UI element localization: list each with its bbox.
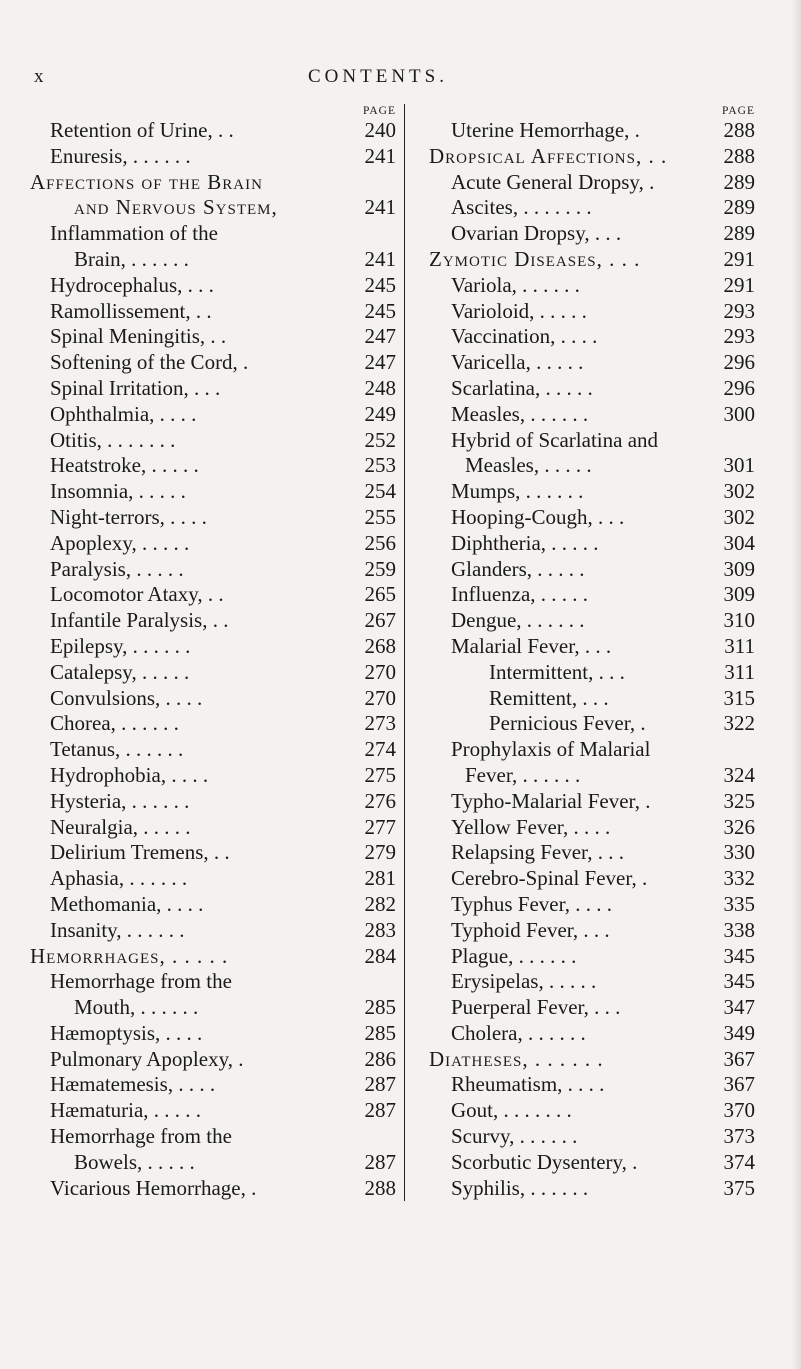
- toc-entry: [30, 350, 402, 376]
- toc-entry-label: Typho-Malarial Fever, .: [451, 788, 651, 813]
- toc-entry: [405, 299, 761, 325]
- toc-entry-page: 256: [364, 530, 396, 555]
- toc-entry-label: Retention of Urine, . .: [50, 118, 234, 142]
- toc-entry-label: Fever, . . . . . .: [465, 762, 581, 787]
- page-column-label: PAGE: [722, 105, 755, 117]
- toc-entry-page: 285: [364, 1020, 396, 1045]
- toc-entry-page: 367: [723, 1072, 755, 1097]
- toc-entry: [405, 428, 761, 454]
- toc-entry-page: 240: [364, 118, 396, 142]
- toc-entry: [405, 660, 761, 686]
- toc-entry-label: Bowels, . . . . .: [74, 1149, 195, 1174]
- toc-entry-label: Ovarian Dropsy, . . .: [451, 221, 622, 246]
- toc-entry-label: Typhoid Fever, . . .: [451, 917, 610, 942]
- toc-entry-label: Hæmaturia, . . . . .: [50, 1098, 202, 1123]
- toc-entry-label: Varicella, . . . . .: [451, 350, 584, 375]
- toc-entry: [405, 557, 761, 583]
- toc-entry-label: Yellow Fever, . . . .: [451, 814, 611, 839]
- toc-entry-label: Inflammation of the: [50, 221, 218, 246]
- toc-entry-page: 291: [723, 272, 755, 297]
- toc-entry-label: Prophylaxis of Malarial: [451, 737, 651, 762]
- toc-entry: [30, 1124, 402, 1150]
- toc-entry-page: 273: [364, 711, 396, 736]
- toc-entry-page: 252: [364, 427, 396, 452]
- toc-entry-page: 335: [723, 891, 755, 916]
- toc-entry-page: 241: [364, 143, 396, 168]
- toc-entry-label: Diphtheria, . . . . .: [451, 530, 599, 555]
- toc-entry-page: 332: [723, 866, 755, 891]
- toc-entry-label: Hybrid of Scarlatina and: [451, 427, 659, 452]
- toc-entry-label: Affections of the Brain: [30, 169, 263, 194]
- toc-entry: [405, 479, 761, 505]
- toc-entry: [30, 1072, 402, 1098]
- toc-entry-page: 293: [723, 324, 755, 349]
- toc-entry-label: Hydrocephalus, . . .: [50, 272, 214, 297]
- toc-entry: [30, 479, 402, 505]
- toc-entry-page: 268: [364, 633, 396, 658]
- toc-entry-page: 289: [723, 169, 755, 194]
- toc-entry-list: [30, 118, 402, 1201]
- toc-entry-page: 291: [723, 246, 755, 271]
- toc-entry-label: and Nervous System,: [74, 195, 278, 220]
- toc-entry: [30, 1176, 402, 1202]
- toc-entry: [405, 247, 761, 273]
- toc-entry-label: Hysteria, . . . . . .: [50, 788, 190, 813]
- toc-entry-label: Ramollissement, . .: [50, 298, 212, 323]
- toc-entry-page: 345: [723, 943, 755, 968]
- toc-entry: [30, 221, 402, 247]
- toc-entry-label: Vaccination, . . . .: [451, 324, 598, 349]
- toc-entry-page: 311: [724, 659, 755, 684]
- toc-entry-page: 241: [364, 246, 396, 271]
- toc-entry-page: 281: [364, 866, 396, 891]
- toc-entry: [405, 608, 761, 634]
- toc-entry-page: 245: [364, 272, 396, 297]
- toc-entry-label: Insomnia, . . . . .: [50, 479, 186, 504]
- toc-entry: [30, 969, 402, 995]
- toc-left-column: [30, 104, 402, 1201]
- toc-entry: [405, 892, 761, 918]
- toc-entry-label: Hydrophobia, . . . .: [50, 762, 209, 787]
- toc-entry-page: 324: [723, 762, 755, 787]
- toc-entry-page: 286: [364, 1046, 396, 1071]
- toc-entry-label: Softening of the Cord, .: [50, 350, 249, 375]
- toc-entry: [405, 582, 761, 608]
- toc-entry-label: Hemorrhage from the: [50, 1124, 232, 1149]
- toc-entry-page: 241: [364, 195, 396, 220]
- toc-entry-label: Erysipelas, . . . . .: [451, 969, 597, 994]
- page-title: CONTENTS.: [308, 66, 448, 87]
- toc-entry: [30, 531, 402, 557]
- toc-entry-label: Locomotor Ataxy, . .: [50, 582, 224, 607]
- toc-entry-page: 277: [364, 814, 396, 839]
- page-number: x: [34, 66, 48, 87]
- toc-entry-label: Chorea, . . . . . .: [50, 711, 179, 736]
- toc-entry-page: 288: [364, 1175, 396, 1200]
- toc-entry: [405, 995, 761, 1021]
- toc-entry-page: 276: [364, 788, 396, 813]
- toc-entry: [30, 840, 402, 866]
- toc-entry: [30, 815, 402, 841]
- toc-entry: [405, 969, 761, 995]
- toc-entry-page: 285: [364, 995, 396, 1020]
- toc-entry-page: 275: [364, 762, 396, 787]
- toc-entry: [405, 866, 761, 892]
- toc-entry-label: Malarial Fever, . . .: [451, 633, 612, 658]
- toc-entry-page: 326: [723, 814, 755, 839]
- toc-entry: [405, 1150, 761, 1176]
- toc-entry-page: 296: [723, 375, 755, 400]
- toc-entry: [30, 608, 402, 634]
- toc-entry: [30, 324, 402, 350]
- toc-entry-label: Uterine Hemorrhage, .: [451, 118, 640, 142]
- toc-entry-label: Convulsions, . . . .: [50, 685, 203, 710]
- toc-entry: [30, 505, 402, 531]
- toc-entry-label: Pernicious Fever, .: [489, 711, 646, 736]
- toc-entry: [405, 144, 761, 170]
- toc-entry-page: 338: [723, 917, 755, 942]
- toc-entry: [30, 789, 402, 815]
- toc-entry: [30, 1021, 402, 1047]
- toc-entry-page: 349: [723, 1020, 755, 1045]
- toc-entry-page: 296: [723, 350, 755, 375]
- toc-entry-page: 322: [723, 711, 755, 736]
- toc-entry: [30, 918, 402, 944]
- toc-entry: [405, 273, 761, 299]
- toc-entry: [405, 195, 761, 221]
- toc-entry-page: 347: [723, 995, 755, 1020]
- toc-entry-page: 309: [723, 556, 755, 581]
- toc-entry-page: 310: [723, 608, 755, 633]
- toc-entry: [405, 402, 761, 428]
- toc-entry: [405, 686, 761, 712]
- toc-entry-label: Brain, . . . . . .: [74, 246, 189, 271]
- toc-entry-label: Cholera, . . . . . .: [451, 1020, 586, 1045]
- toc-entry-label: Spinal Irritation, . . .: [50, 375, 221, 400]
- toc-entry-label: Remittent, . . .: [489, 685, 609, 710]
- toc-entry-label: Otitis, . . . . . . .: [50, 427, 176, 452]
- toc-entry-label: Zymotic Diseases, . . .: [429, 246, 641, 271]
- toc-right-column: [404, 104, 761, 1201]
- toc-entry: [30, 711, 402, 737]
- toc-entry: [30, 763, 402, 789]
- toc-entry-label: Scurvy, . . . . . .: [451, 1124, 578, 1149]
- toc-entry-label: Mouth, . . . . . .: [74, 995, 199, 1020]
- toc-entry-page: 370: [723, 1098, 755, 1123]
- toc-entry: [405, 815, 761, 841]
- toc-entry: [405, 918, 761, 944]
- toc-entry-label: Paralysis, . . . . .: [50, 556, 184, 581]
- toc-entry-page: 374: [723, 1149, 755, 1174]
- toc-entry-page: 287: [364, 1072, 396, 1097]
- toc-entry: [30, 1098, 402, 1124]
- toc-entry-label: Measles, . . . . . .: [451, 401, 589, 426]
- toc-entry-label: Epilepsy, . . . . . .: [50, 633, 191, 658]
- toc-entry-page: 375: [723, 1175, 755, 1200]
- toc-entry: [30, 299, 402, 325]
- toc-entry-label: Infantile Paralysis, . .: [50, 608, 229, 633]
- toc-entry-page: 259: [364, 556, 396, 581]
- toc-entry: [30, 118, 402, 144]
- toc-entry-label: Variola, . . . . . .: [451, 272, 580, 297]
- toc-entry-label: Hemorrhages, . . . . .: [30, 943, 229, 968]
- toc-entry-label: Apoplexy, . . . . .: [50, 530, 190, 555]
- toc-entry: [405, 350, 761, 376]
- toc-entry-page: 284: [364, 943, 396, 968]
- toc-entry-page: 309: [723, 582, 755, 607]
- toc-entry: [405, 453, 761, 479]
- toc-entry: [30, 144, 402, 170]
- toc-entry: [30, 402, 402, 428]
- toc-entry-page: 300: [723, 401, 755, 426]
- toc-entry: [30, 273, 402, 299]
- toc-entry-label: Rheumatism, . . . .: [451, 1072, 605, 1097]
- toc-entry-page: 255: [364, 504, 396, 529]
- toc-entry-label: Scarlatina, . . . . .: [451, 375, 593, 400]
- toc-entry-label: Spinal Meningitis, . .: [50, 324, 227, 349]
- toc-entry-label: Typhus Fever, . . . .: [451, 891, 613, 916]
- toc-entry-label: Acute General Dropsy, .: [451, 169, 655, 194]
- toc-entry: [30, 582, 402, 608]
- toc-entry: [405, 221, 761, 247]
- toc-entry: [30, 660, 402, 686]
- toc-entry: [30, 557, 402, 583]
- toc-entry: [405, 763, 761, 789]
- toc-entry-label: Enuresis, . . . . . .: [50, 143, 191, 168]
- page-column-label: PAGE: [363, 105, 396, 117]
- toc-entry-page: 267: [364, 608, 396, 633]
- toc-entry-label: Measles, . . . . .: [465, 453, 592, 478]
- toc-entry: [30, 892, 402, 918]
- toc-entry-label: Glanders, . . . . .: [451, 556, 585, 581]
- toc-entry-label: Puerperal Fever, . . .: [451, 995, 621, 1020]
- toc-entry-label: Hæmoptysis, . . . .: [50, 1020, 203, 1045]
- toc-entry-label: Diatheses, . . . . . .: [429, 1046, 604, 1071]
- toc-entry-label: Hooping-Cough, . . .: [451, 504, 625, 529]
- toc-entry-label: Delirium Tremens, . .: [50, 840, 230, 865]
- toc-entry-page: 330: [723, 840, 755, 865]
- toc-entry-page: 289: [723, 221, 755, 246]
- toc-entry: [405, 1072, 761, 1098]
- toc-entry-label: Syphilis, . . . . . .: [451, 1175, 589, 1200]
- toc-entry-label: Dropsical Affections, . .: [429, 143, 668, 168]
- toc-entry-label: Neuralgia, . . . . .: [50, 814, 191, 839]
- toc-entry-label: Plague, . . . . . .: [451, 943, 577, 968]
- toc-entry-label: Aphasia, . . . . . .: [50, 866, 188, 891]
- toc-entry-label: Intermittent, . . .: [489, 659, 625, 684]
- toc-entry: [30, 944, 402, 970]
- toc-entry: [30, 170, 402, 196]
- toc-entry-label: Cerebro-Spinal Fever, .: [451, 866, 648, 891]
- toc-entry-page: 345: [723, 969, 755, 994]
- toc-entry-page: 254: [364, 479, 396, 504]
- toc-entry-page: 311: [724, 633, 755, 658]
- toc-entry-page: 282: [364, 891, 396, 916]
- toc-entry: [405, 1047, 761, 1073]
- toc-entry-label: Mumps, . . . . . .: [451, 479, 584, 504]
- toc-entry: [30, 866, 402, 892]
- toc-entry-label: Dengue, . . . . . .: [451, 608, 585, 633]
- toc-entry: [30, 995, 402, 1021]
- toc-entry: [405, 505, 761, 531]
- toc-entry: [405, 170, 761, 196]
- toc-entry-list: [405, 118, 761, 1201]
- toc-entry-page: 301: [723, 453, 755, 478]
- toc-entry-page: 293: [723, 298, 755, 323]
- toc-entry-page: 247: [364, 324, 396, 349]
- toc-entry-page: 288: [723, 118, 755, 142]
- toc-entry-label: Heatstroke, . . . . .: [50, 453, 199, 478]
- toc-entry: [30, 634, 402, 660]
- toc-entry-label: Pulmonary Apoplexy, .: [50, 1046, 244, 1071]
- toc-entry-label: Varioloid, . . . . .: [451, 298, 587, 323]
- toc-entry-page: 287: [364, 1149, 396, 1174]
- toc-entry-label: Methomania, . . . .: [50, 891, 204, 916]
- toc-entry: [30, 376, 402, 402]
- toc-entry: [405, 1124, 761, 1150]
- toc-entry: [30, 195, 402, 221]
- toc-entry-label: Hemorrhage from the: [50, 969, 232, 994]
- toc-entry: [405, 840, 761, 866]
- toc-entry: [405, 531, 761, 557]
- toc-entry-page: 304: [723, 530, 755, 555]
- toc-entry-page: 245: [364, 298, 396, 323]
- toc-entry: [405, 634, 761, 660]
- toc-entry: [30, 686, 402, 712]
- toc-entry-page: 373: [723, 1124, 755, 1149]
- toc-entry-page: 270: [364, 685, 396, 710]
- toc-entry-label: Insanity, . . . . . .: [50, 917, 185, 942]
- toc-entry: [30, 453, 402, 479]
- toc-entry-label: Gout, . . . . . . .: [451, 1098, 572, 1123]
- toc-entry-label: Relapsing Fever, . . .: [451, 840, 624, 865]
- toc-entry-page: 265: [364, 582, 396, 607]
- toc-entry-page: 283: [364, 917, 396, 942]
- toc-entry: [30, 428, 402, 454]
- toc-entry: [30, 737, 402, 763]
- toc-entry-page: 315: [723, 685, 755, 710]
- toc-entry-label: Night-terrors, . . . .: [50, 504, 207, 529]
- toc-entry-label: Ophthalmia, . . . .: [50, 401, 197, 426]
- toc-entry-page: 367: [723, 1046, 755, 1071]
- page-edge-shadow: [791, 0, 801, 1369]
- toc-entry: [405, 118, 761, 144]
- toc-entry-page: 270: [364, 659, 396, 684]
- toc-entry-page: 274: [364, 737, 396, 762]
- toc-entry-page: 302: [723, 479, 755, 504]
- toc-entry: [405, 324, 761, 350]
- toc-entry-page: 248: [364, 375, 396, 400]
- toc-entry-page: 253: [364, 453, 396, 478]
- toc-entry: [30, 1150, 402, 1176]
- toc-entry: [405, 1176, 761, 1202]
- toc-entry-page: 289: [723, 195, 755, 220]
- toc-entry-label: Catalepsy, . . . . .: [50, 659, 190, 684]
- toc-entry-page: 247: [364, 350, 396, 375]
- toc-entry-page: 287: [364, 1098, 396, 1123]
- toc-entry: [405, 1098, 761, 1124]
- toc-entry-page: 279: [364, 840, 396, 865]
- toc-entry: [30, 1047, 402, 1073]
- toc-entry: [405, 1021, 761, 1047]
- toc-entry-label: Scorbutic Dysentery, .: [451, 1149, 638, 1174]
- toc-entry: [405, 711, 761, 737]
- toc-entry-page: 302: [723, 504, 755, 529]
- toc-entry-label: Hæmatemesis, . . . .: [50, 1072, 216, 1097]
- toc-entry-label: Vicarious Hemorrhage, .: [50, 1175, 257, 1200]
- toc-entry: [30, 247, 402, 273]
- toc-entry-page: 325: [723, 788, 755, 813]
- toc-entry-page: 288: [723, 143, 755, 168]
- toc-entry: [405, 944, 761, 970]
- toc-entry-label: Ascites, . . . . . . .: [451, 195, 592, 220]
- toc-entry: [405, 789, 761, 815]
- toc-entry-label: Influenza, . . . . .: [451, 582, 589, 607]
- toc-entry: [405, 737, 761, 763]
- toc-entry-label: Tetanus, . . . . . .: [50, 737, 184, 762]
- toc-entry: [405, 376, 761, 402]
- toc-entry-page: 249: [364, 401, 396, 426]
